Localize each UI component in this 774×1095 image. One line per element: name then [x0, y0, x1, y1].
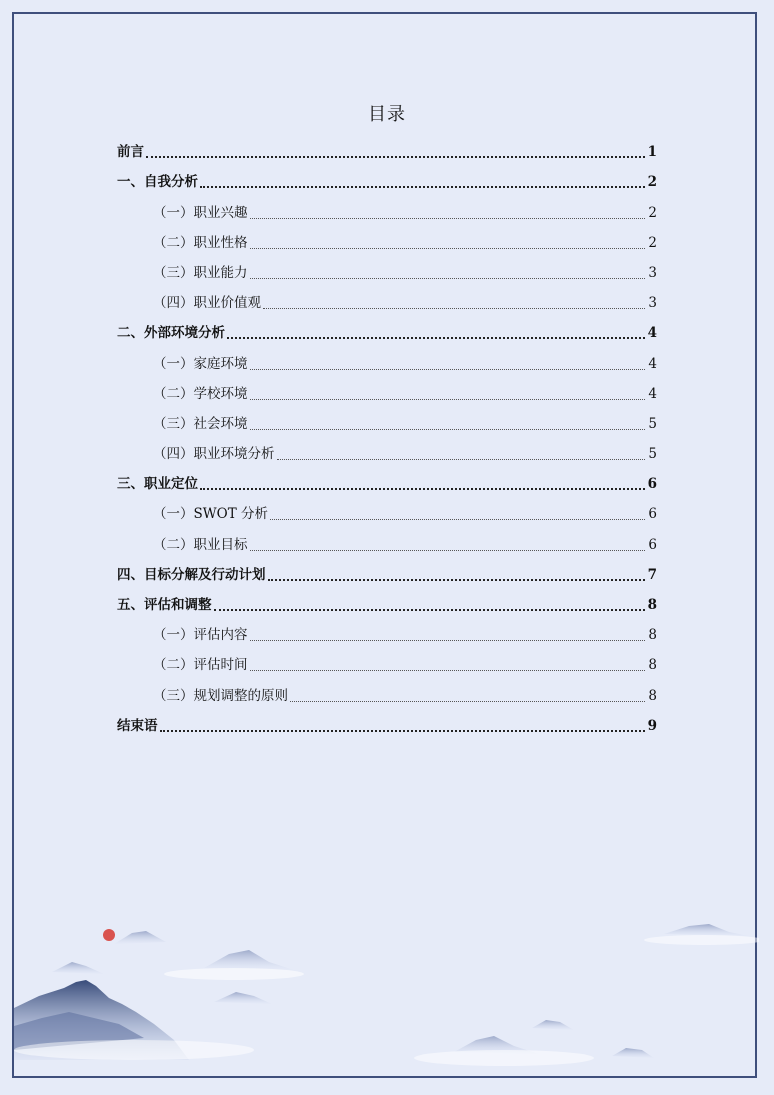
distant-hill: [114, 931, 166, 944]
red-sun: [103, 929, 115, 941]
ink-mountain-scenery: [14, 900, 759, 1078]
distant-hill: [612, 1048, 654, 1058]
toc-entry-page-number: 4: [648, 355, 657, 372]
toc-entry[interactable]: [117, 499, 657, 529]
toc-entry-page-number: 8: [648, 657, 657, 674]
toc-entry-label: （三）社会环境: [153, 415, 248, 432]
toc-dot-leader: [227, 337, 645, 339]
toc-entry[interactable]: [117, 379, 657, 409]
toc-entry[interactable]: [117, 590, 657, 620]
toc-entry-label: 五、评估和调整: [117, 597, 212, 613]
toc-entry-page-number: 5: [648, 446, 657, 463]
toc-dot-leader: [250, 670, 646, 671]
toc-dot-leader: [250, 218, 646, 219]
toc-dot-leader: [250, 429, 646, 430]
toc-entry-page-number: 6: [648, 536, 657, 553]
toc-entry[interactable]: [117, 258, 657, 288]
toc-entry[interactable]: [117, 560, 657, 590]
toc-entry-page-number: 1: [647, 144, 657, 161]
toc-entry-page-number: 2: [648, 234, 657, 251]
toc-entry-page-number: 7: [647, 566, 657, 583]
mist: [164, 968, 304, 980]
toc-entry-page-number: 2: [648, 204, 657, 221]
toc-entry[interactable]: [117, 650, 657, 680]
toc-entry-page-number: 6: [648, 506, 657, 523]
toc-entry-label: （二）评估时间: [153, 657, 248, 674]
toc-entry[interactable]: [117, 167, 657, 197]
toc-entry[interactable]: [117, 620, 657, 650]
toc-entry-label: （一）家庭环境: [153, 355, 248, 372]
toc-entry-label: （一）职业兴趣: [153, 204, 248, 221]
toc-entry[interactable]: [117, 680, 657, 710]
toc-entry-label: （四）职业价值观: [153, 295, 261, 312]
distant-hill: [214, 992, 272, 1004]
toc-entry-label: （一）评估内容: [153, 627, 248, 644]
distant-hill: [52, 962, 104, 974]
toc-entry[interactable]: [117, 409, 657, 439]
mist: [414, 1050, 594, 1066]
toc-entry-page-number: 3: [648, 264, 657, 281]
toc-entry-label: 四、目标分解及行动计划: [117, 566, 266, 583]
toc-entry[interactable]: [117, 529, 657, 559]
toc-dot-leader: [290, 701, 645, 702]
toc-dot-leader: [277, 459, 646, 460]
toc-entry-label: 前言: [117, 144, 144, 161]
distant-hill: [664, 924, 749, 936]
toc-dot-leader: [268, 579, 645, 581]
toc-dot-leader: [250, 399, 646, 400]
toc-entry[interactable]: [117, 469, 657, 499]
toc-dot-leader: [250, 248, 646, 249]
toc-entry-label: 结束语: [117, 717, 158, 734]
mist: [14, 1040, 254, 1060]
toc-entry-label: 一、自我分析: [117, 174, 198, 191]
toc-entry[interactable]: [117, 439, 657, 469]
toc-entry-page-number: 8: [647, 597, 657, 613]
toc-entry-page-number: 8: [648, 687, 657, 704]
toc-dot-leader: [250, 640, 646, 641]
toc-entry-page-number: 3: [648, 295, 657, 312]
toc-dot-leader: [250, 369, 646, 370]
toc-entry-label: 二、外部环境分析: [117, 325, 225, 342]
toc-dot-leader: [200, 488, 645, 490]
toc-entry[interactable]: [117, 318, 657, 348]
toc-entry-page-number: 2: [647, 174, 657, 191]
toc-entry[interactable]: [117, 197, 657, 227]
toc-entry-label: （四）职业环境分析: [153, 446, 275, 463]
distant-hill: [532, 1020, 574, 1030]
toc-entry-page-number: 4: [648, 385, 657, 402]
distant-hill: [204, 950, 294, 970]
toc-entry[interactable]: [117, 228, 657, 258]
toc-entry-label: （二）职业目标: [153, 536, 248, 553]
toc-entry-label: （一）SWOT 分析: [153, 506, 268, 523]
toc-entry-page-number: 9: [647, 717, 657, 734]
toc-entry-page-number: 8: [648, 627, 657, 644]
toc-entry[interactable]: [117, 348, 657, 378]
toc-entry[interactable]: [117, 711, 657, 741]
toc-entry-label: （二）学校环境: [153, 385, 248, 402]
mist: [644, 935, 759, 945]
toc-dot-leader: [200, 186, 645, 188]
toc-entry[interactable]: [117, 288, 657, 318]
toc-dot-leader: [250, 550, 646, 551]
toc-entry-label: （三）规划调整的原则: [153, 687, 288, 704]
toc-entry[interactable]: [117, 137, 657, 167]
toc-entry-page-number: 6: [647, 476, 657, 493]
toc-entry-label: 三、职业定位: [117, 476, 198, 493]
page-title: 目录: [368, 104, 406, 125]
toc-dot-leader: [146, 156, 645, 158]
toc-entry-label: （二）职业性格: [153, 234, 248, 251]
toc-dot-leader: [214, 609, 645, 611]
toc-entry-page-number: 4: [647, 325, 657, 342]
toc-dot-leader: [263, 308, 645, 309]
toc-entry-page-number: 5: [648, 415, 657, 432]
toc-dot-leader: [250, 278, 646, 279]
toc-dot-leader: [270, 519, 645, 520]
toc-dot-leader: [160, 730, 645, 732]
toc-entry-label: （三）职业能力: [153, 264, 248, 281]
table-of-contents: [117, 137, 657, 741]
